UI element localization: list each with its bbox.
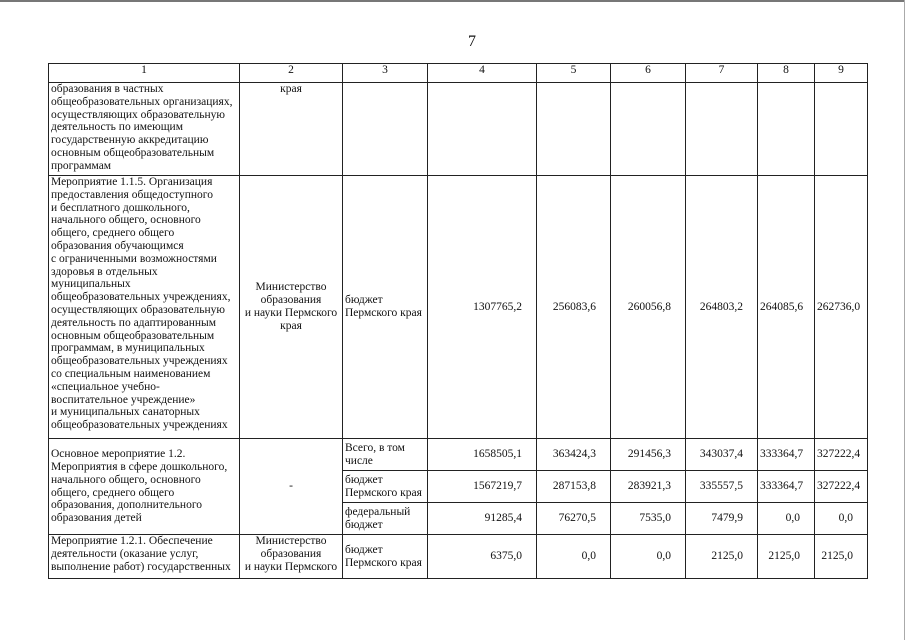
value-cell: 264085,6 (758, 176, 815, 439)
executor: края (240, 83, 343, 176)
value-cell: 7479,9 (686, 503, 758, 535)
funding-source (343, 83, 428, 176)
value-cell: 256083,6 (537, 176, 611, 439)
column-header: 5 (537, 64, 611, 83)
program-table (48, 63, 868, 579)
table-row (49, 176, 868, 439)
column-header: 2 (240, 64, 343, 83)
executor: - (240, 439, 343, 535)
value-cell (537, 83, 611, 176)
value-cell: 1307765,2 (428, 176, 537, 439)
value-cell: 335557,5 (686, 471, 758, 503)
value-cell: 333364,7 (758, 471, 815, 503)
value-cell (758, 83, 815, 176)
funding-source: бюджет Пермского края (343, 471, 428, 503)
value-cell: 0,0 (815, 503, 868, 535)
value-cell: 2125,0 (815, 535, 868, 579)
activity-name: образования в частных общеобразовательных организациях, осуществляющих образовательную деятельность по имеющим государственную аккредитацию основным общеобразовательным программам (49, 83, 240, 176)
table-row (49, 439, 868, 471)
value-cell: 262736,0 (815, 176, 868, 439)
value-cell: 283921,3 (611, 471, 686, 503)
activity-name: Основное мероприятие 1.2. Мероприятия в сфере дошкольного, начального общего, основного общего, среднего общего образования, дополнительного образования детей (49, 439, 240, 535)
value-cell: 1658505,1 (428, 439, 537, 471)
value-cell: 327222,4 (815, 471, 868, 503)
value-cell: 333364,7 (758, 439, 815, 471)
column-header: 8 (758, 64, 815, 83)
column-header: 9 (815, 64, 868, 83)
value-cell: 0,0 (611, 535, 686, 579)
value-cell: 363424,3 (537, 439, 611, 471)
value-cell: 2125,0 (686, 535, 758, 579)
activity-name: Мероприятие 1.1.5. Организация предоставления общедоступного и бесплатного дошкольного, начального общего, основного общего, среднего общего образования обучающимся с ограниченными возможностями здоровья в отдельных муниципальных общеобразовательных учреждениях, осуществляющих образовательную деятельность по адаптированным основным общеобразовательным программам, в муниципальных общеобразовательных учреждениях со специальным наименованием «специальное учебно- воспитательное учреждение» и муниципальных санаторных общеобразовательных учреждениях (49, 176, 240, 439)
activity-name: Мероприятие 1.2.1. Обеспечение деятельности (оказание услуг, выполнение работ) государственных (49, 535, 240, 579)
value-cell (686, 83, 758, 176)
value-cell: 343037,4 (686, 439, 758, 471)
column-header: 4 (428, 64, 537, 83)
table-row (49, 535, 868, 579)
column-header: 3 (343, 64, 428, 83)
value-cell: 291456,3 (611, 439, 686, 471)
column-number-row (49, 64, 868, 83)
value-cell: 0,0 (758, 503, 815, 535)
top-scan-border (0, 0, 905, 2)
column-header: 7 (686, 64, 758, 83)
funding-source: бюджет Пермского края (343, 535, 428, 579)
page-number: 7 (468, 33, 476, 50)
table-row (49, 83, 868, 176)
value-cell: 91285,4 (428, 503, 537, 535)
value-cell: 1567219,7 (428, 471, 537, 503)
value-cell: 287153,8 (537, 471, 611, 503)
value-cell: 6375,0 (428, 535, 537, 579)
value-cell (611, 83, 686, 176)
value-cell (428, 83, 537, 176)
executor: Министерство образования и науки Пермского края (240, 176, 343, 439)
funding-source: бюджет Пермского края (343, 176, 428, 439)
value-cell: 0,0 (537, 535, 611, 579)
value-cell: 260056,8 (611, 176, 686, 439)
value-cell: 264803,2 (686, 176, 758, 439)
value-cell: 2125,0 (758, 535, 815, 579)
column-header: 6 (611, 64, 686, 83)
funding-source: федеральный бюджет (343, 503, 428, 535)
value-cell: 76270,5 (537, 503, 611, 535)
value-cell: 7535,0 (611, 503, 686, 535)
funding-source: Всего, в том числе (343, 439, 428, 471)
value-cell (815, 83, 868, 176)
value-cell: 327222,4 (815, 439, 868, 471)
executor: Министерство образования и науки Пермского (240, 535, 343, 579)
column-header: 1 (49, 64, 240, 83)
